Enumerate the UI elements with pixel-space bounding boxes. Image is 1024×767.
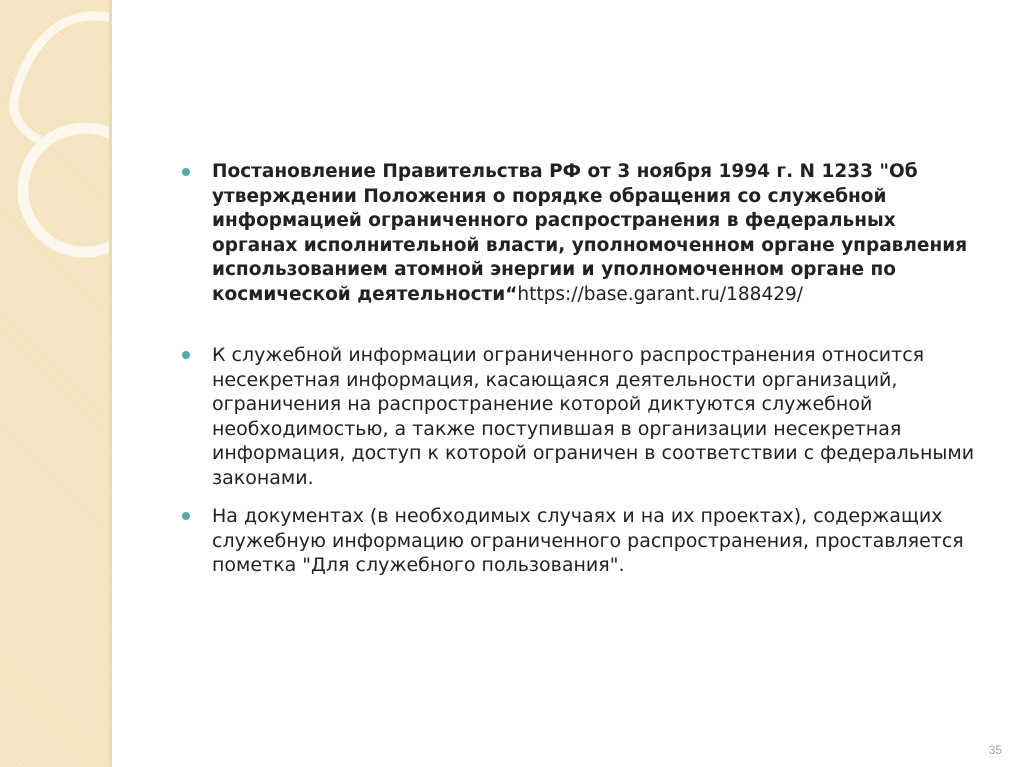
bullet-marking: [180, 504, 980, 578]
slide-content: [180, 160, 980, 578]
page-number: 35: [988, 743, 1002, 757]
decree-link[interactable]: https://base.garant.ru/188429/: [517, 283, 803, 305]
bullet-dot-icon: [182, 512, 190, 520]
bullet-definition: [180, 343, 980, 490]
bullet-decree: [180, 160, 980, 307]
bullet-dot-icon: [182, 168, 190, 176]
decorative-side-panel: [0, 0, 112, 767]
definition-text: К служебной информации ограниченного распространения относится несекретная информация, касающаяся деятельности организаций, ограничения на распространение которой диктуются служебной необходимостью, а также поступившая в организации несекретная информация, доступ к которой ограничен в соответствии с федеральными законами.: [212, 344, 975, 489]
panel-edge: [109, 0, 112, 767]
decorative-rings-icon: [0, 0, 112, 767]
bullet-dot-icon: [182, 351, 190, 359]
marking-text: На документах (в необходимых случаях и на их проектах), содержащих служебную информацию ограниченного распространения, проставляется пометка "Для служебного пользования".: [212, 505, 964, 576]
decree-title: Постановление Правительства РФ от 3 ноября 1994 г. N 1233 "Об утверждении Положения о порядке обращения со служебной информацией ограниченного распространения в федеральных органах исполнительной власти, уполномоченном органе управления использованием атомной энергии и уполномоченном органе по космической деятельности“: [212, 161, 968, 305]
